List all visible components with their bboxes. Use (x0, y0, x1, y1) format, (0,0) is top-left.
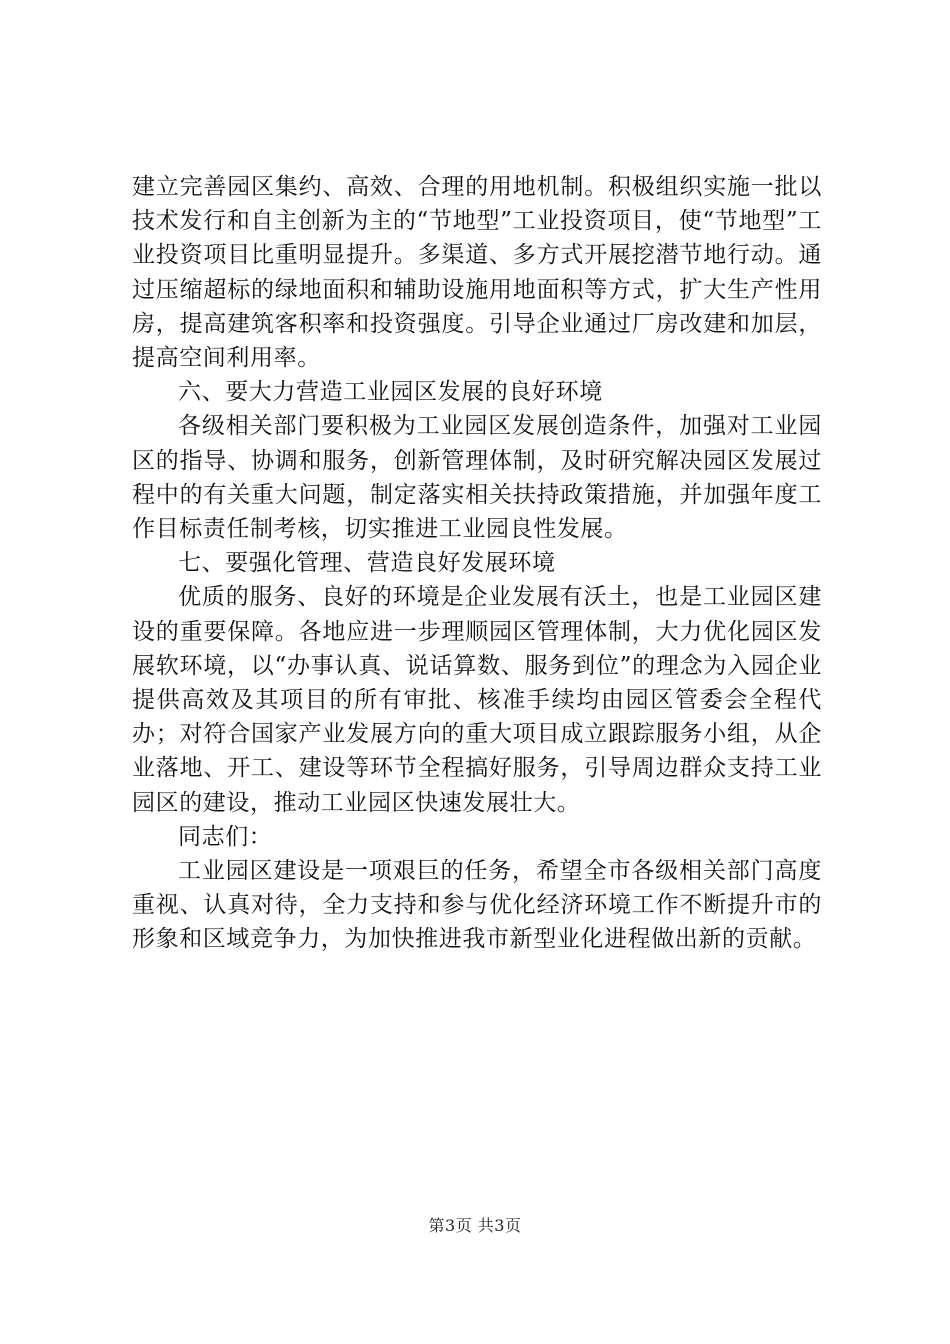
page-number-footer: 第3页 共3页 (428, 1216, 522, 1235)
paragraph-section-seven: 优质的服务、良好的环境是企业发展有沃土，也是工业园区建设的重要保障。各地应进一步理顺园区管理体制，大力优化园区发展软环境，以“办事认真、说话算数、服务到位”的理念为入园企业提供高效及其项目的所有审批、核准手续均由园区管委会全程代办；对符合国家产业发展方向的重大项目成立跟踪服务小组，从企业落地、开工、建设等环节全程搞好服务，引导周边群众支持工业园区的建设，推动工业园区快速发展壮大。 (132, 584, 822, 816)
salutation: 同志们： (178, 823, 273, 850)
paragraph-land-use: 建立完善园区集约、高效、合理的用地机制。积极组织实施一批以技术发行和自主创新为主的“节地型”工业投资项目，使“节地型”工业投资项目比重明显提升。多渠道、多方式开展挖潜节地行动。通过压缩超标的绿地面积和辅助设施用地面积等方式，扩大生产性用房，提高建筑客积率和投资强度。引导企业通过厂房改建和加层，提高空间利用率。 (132, 174, 822, 372)
heading-section-seven: 七、要强化管理、营造良好发展环境 (178, 550, 556, 577)
paragraph-section-six: 各级相关部门要积极为工业园区发展创造条件，加强对工业园区的指导、协调和服务，创新管理体制，及时研究解决园区发展过程中的有关重大问题，制定落实相关扶持政策措施，并加强年度工作目标责任制考核，切实推进工业园良性发展。 (132, 413, 822, 543)
heading-section-six: 六、要大力营造工业园区发展的良好环境 (178, 379, 603, 406)
paragraph-closing: 工业园区建设是一项艰巨的任务，希望全市各级相关部门高度重视、认真对待，全力支持和参与优化经济环境工作不断提升市的形象和区域竞争力，为加快推进我市新型业化进程做出新的贡献。 (132, 858, 822, 953)
document-body (132, 170, 822, 957)
